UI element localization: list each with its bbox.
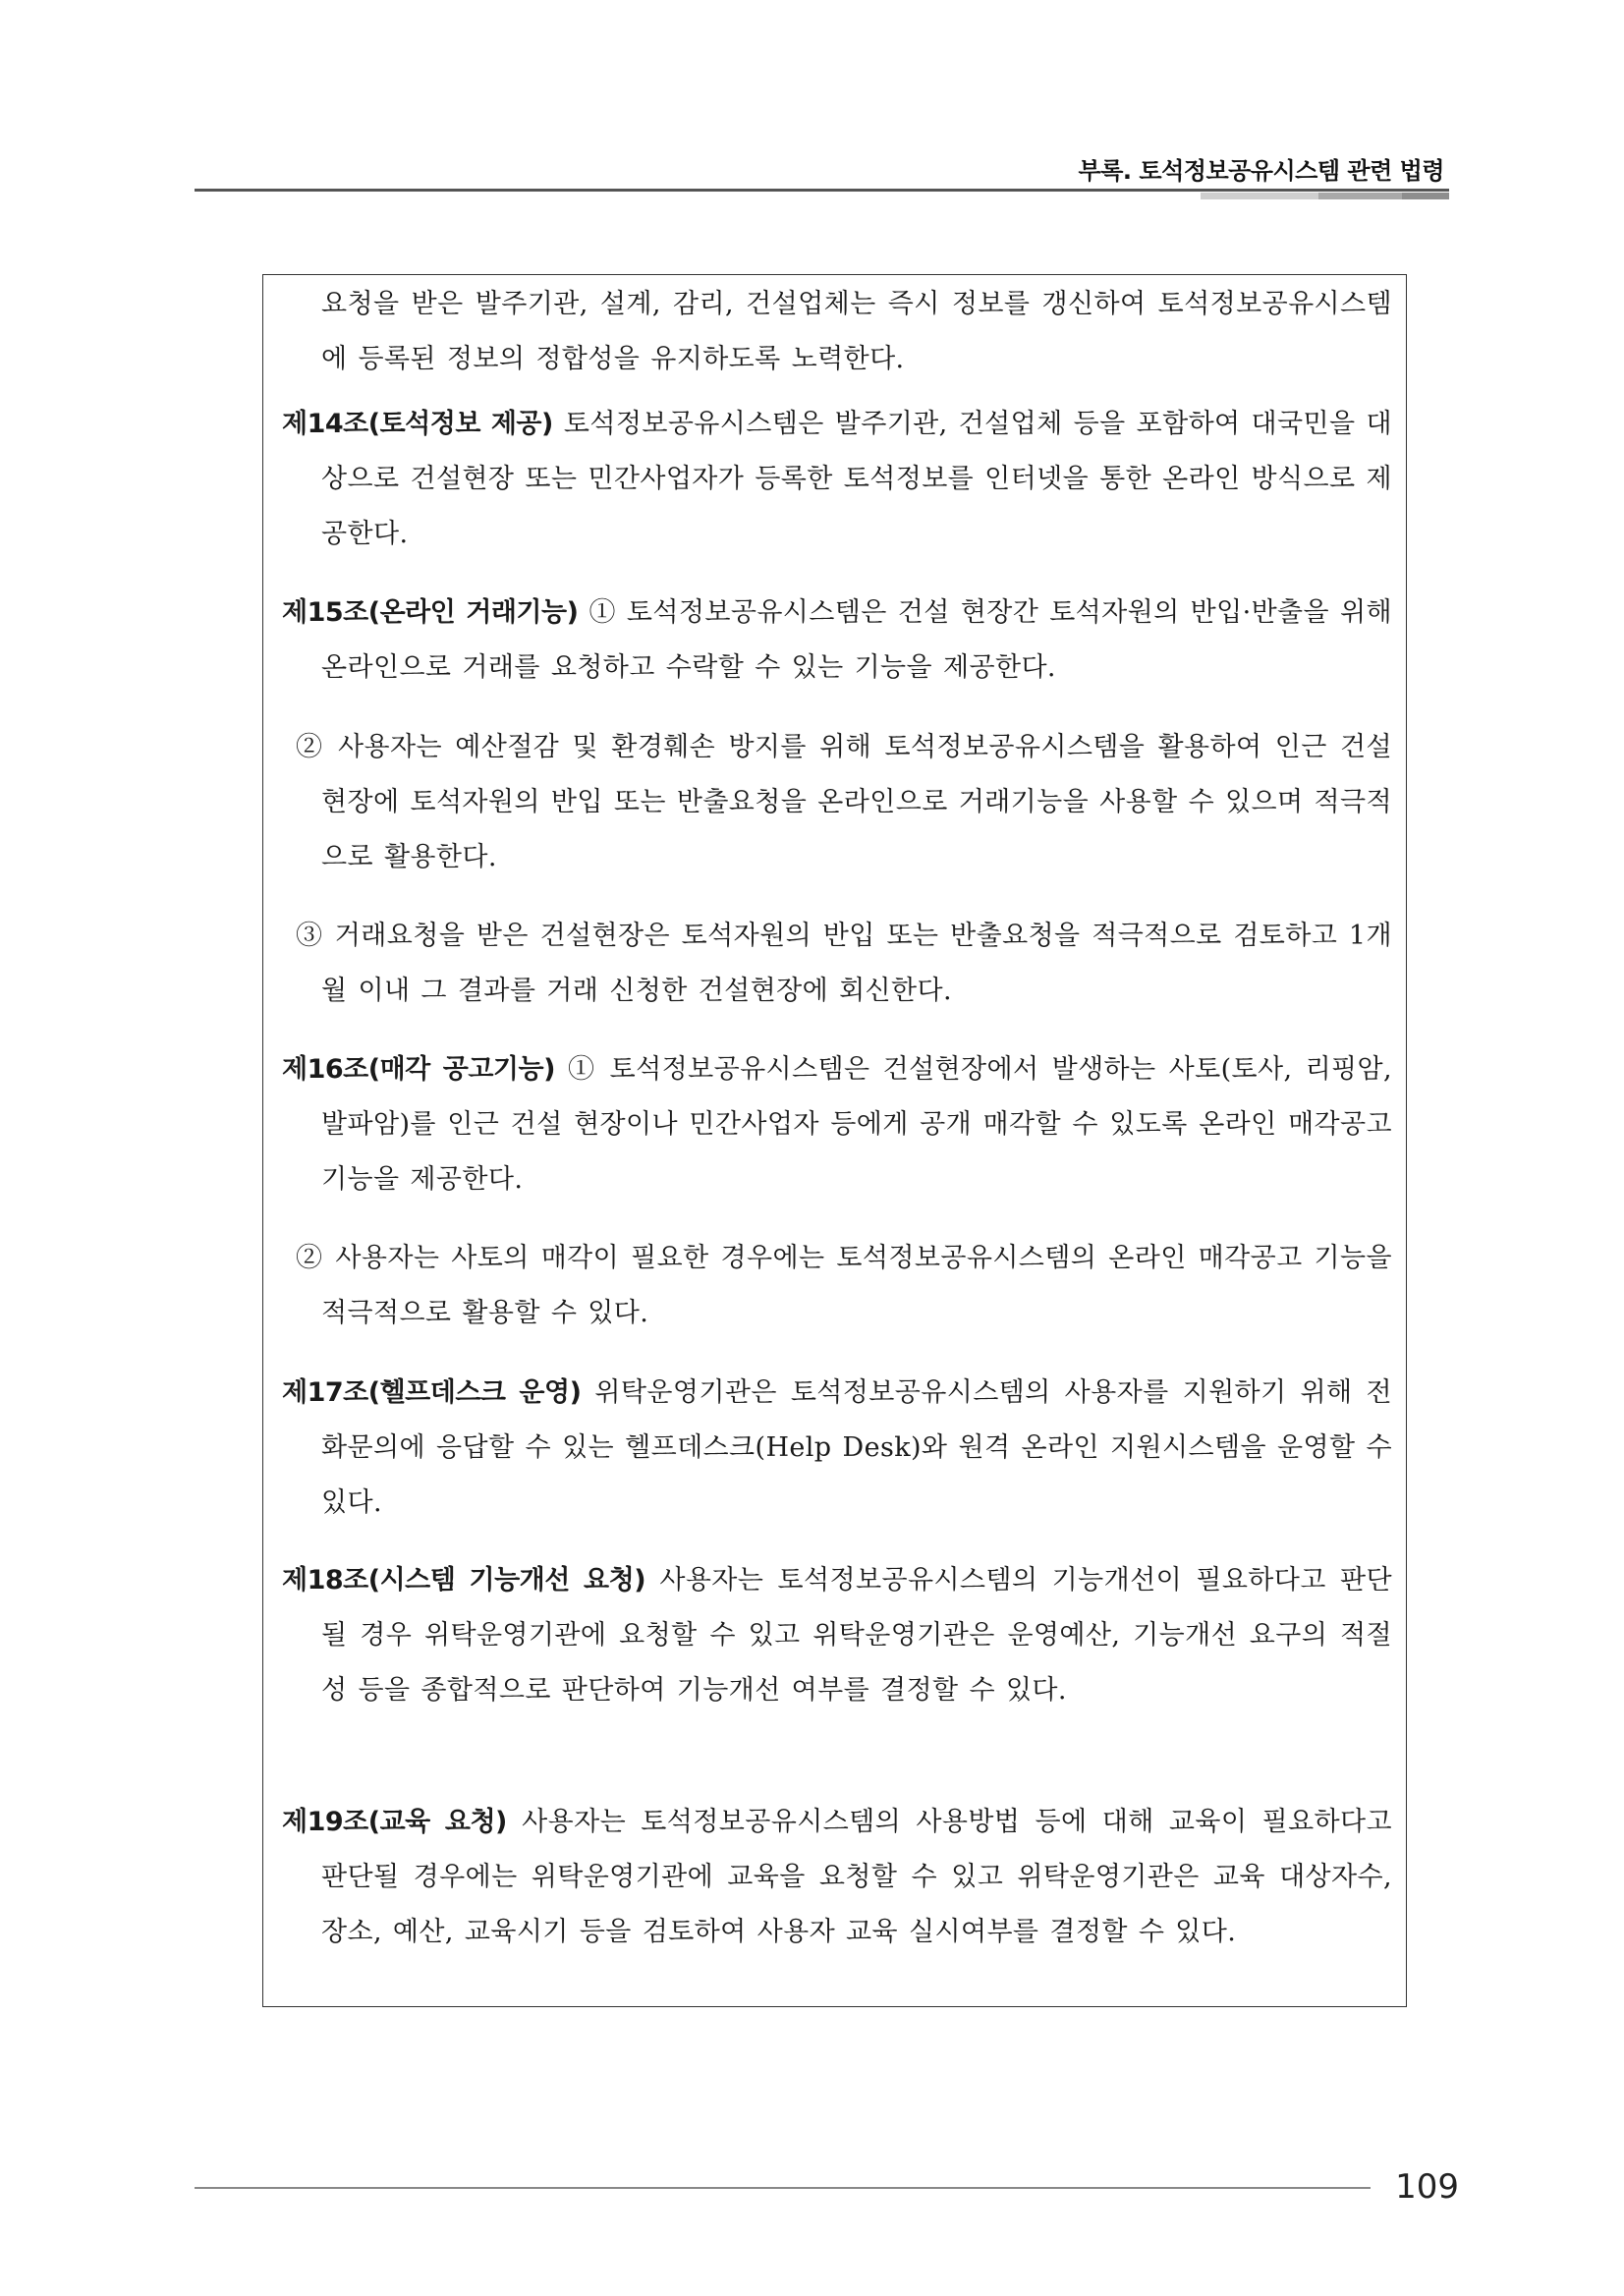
paragraph-text: ③ 거래요청을 받은 건설현장은 토석자원의 반입 또는 반출요청을 적극적으로 검토하고 1개월 이내 그 결과를 거래 신청한 건설현장에 회신한다.: [296, 921, 1392, 1006]
paragraph-text: ② 사용자는 사토의 매각이 필요한 경우에는 토석정보공유시스템의 온라인 매각공고 기능을 적극적으로 활용할 수 있다.: [296, 1243, 1392, 1328]
article-heading: 제19조(교육 요청): [282, 1807, 507, 1837]
article-text: ① 토석정보공유시스템은 건설 현장간 토석자원의 반입·반출을 위해 온라인으로 거래를 요청하고 수락할 수 있는 기능을 제공한다.: [321, 597, 1393, 683]
article-16: [282, 1042, 1392, 1207]
article-body: [282, 1042, 1392, 1207]
article-continuation: [282, 277, 1392, 387]
article-16-paragraph-2: [282, 1231, 1392, 1341]
article-text: ① 토석정보공유시스템은 건설현장에서 발생하는 사토(토사, 리핑암, 발파암)를 인근 건설 현장이나 민간사업자 등에게 공개 매각할 수 있도록 온라인 매각공고 기능을 제공한다.: [321, 1054, 1392, 1195]
footer-rule: [195, 2187, 1371, 2189]
article-18: [282, 1553, 1392, 1718]
article-body: [282, 1553, 1392, 1718]
header-accent-bar: [1318, 193, 1402, 199]
article-heading: 제18조(시스템 기능개선 요청): [282, 1565, 646, 1596]
header-accent-bar: [1402, 193, 1449, 199]
article-heading: 제16조(매각 공고기능): [282, 1054, 555, 1085]
article-17: [282, 1366, 1392, 1531]
article-15-paragraph-3: [282, 909, 1392, 1019]
paragraph-text: ② 사용자는 예산절감 및 환경훼손 방지를 위해 토석정보공유시스템을 활용하여 인근 건설현장에 토석자원의 반입 또는 반출요청을 온라인으로 거래기능을 사용할 수 있으며 적극적으로 활용한다.: [296, 732, 1392, 872]
article-body: [282, 1366, 1392, 1531]
article-15-paragraph-2: [282, 720, 1392, 885]
article-body: [282, 1795, 1392, 1960]
page-number: 109: [1395, 2167, 1459, 2207]
article-body: [282, 586, 1392, 696]
article-text: 사용자는 토석정보공유시스템의 사용방법 등에 대해 교육이 필요하다고 판단될 경우에는 위탁운영기관에 교육을 요청할 수 있고 위탁운영기관은 교육 대상자수, 장소, 예산, 교육시기 등을 검토하여 사용자 교육 실시여부를 결정할 수 있다.: [321, 1807, 1392, 1947]
article-heading: 제17조(헬프데스크 운영): [282, 1377, 582, 1408]
article-text: 요청을 받은 발주기관, 설계, 감리, 건설업체는 즉시 정보를 갱신하여 토석정보공유시스템에 등록된 정보의 정합성을 유지하도록 노력한다.: [321, 289, 1392, 374]
article-text: 위탁운영기관은 토석정보공유시스템의 사용자를 지원하기 위해 전화문의에 응답할 수 있는 헬프데스크(Help Desk)와 원격 온라인 지원시스템을 운영할 수 있다.: [321, 1377, 1392, 1518]
running-header: 부록. 토석정보공유시스템 관련 법령: [1078, 157, 1444, 185]
article-heading: 제14조(토석정보 제공): [282, 409, 553, 439]
article-15: [282, 586, 1392, 696]
article-19: [282, 1795, 1392, 1960]
article-body: [282, 397, 1392, 562]
header-accent-bar: [1201, 193, 1318, 199]
article-text: 토석정보공유시스템은 발주기관, 건설업체 등을 포함하여 대국민을 대상으로 건설현장 또는 민간사업자가 등록한 토석정보를 인터넷을 통한 온라인 방식으로 제공한다.: [321, 409, 1392, 549]
article-text: 사용자는 토석정보공유시스템의 기능개선이 필요하다고 판단될 경우 위탁운영기관에 요청할 수 있고 위탁운영기관은 운영예산, 기능개선 요구의 적절성 등을 종합적으로 판단하여 기능개선 여부를 결정할 수 있다.: [321, 1565, 1392, 1706]
article-14: [282, 397, 1392, 562]
article-heading: 제15조(온라인 거래기능): [282, 597, 579, 628]
header-rule: [195, 189, 1449, 192]
